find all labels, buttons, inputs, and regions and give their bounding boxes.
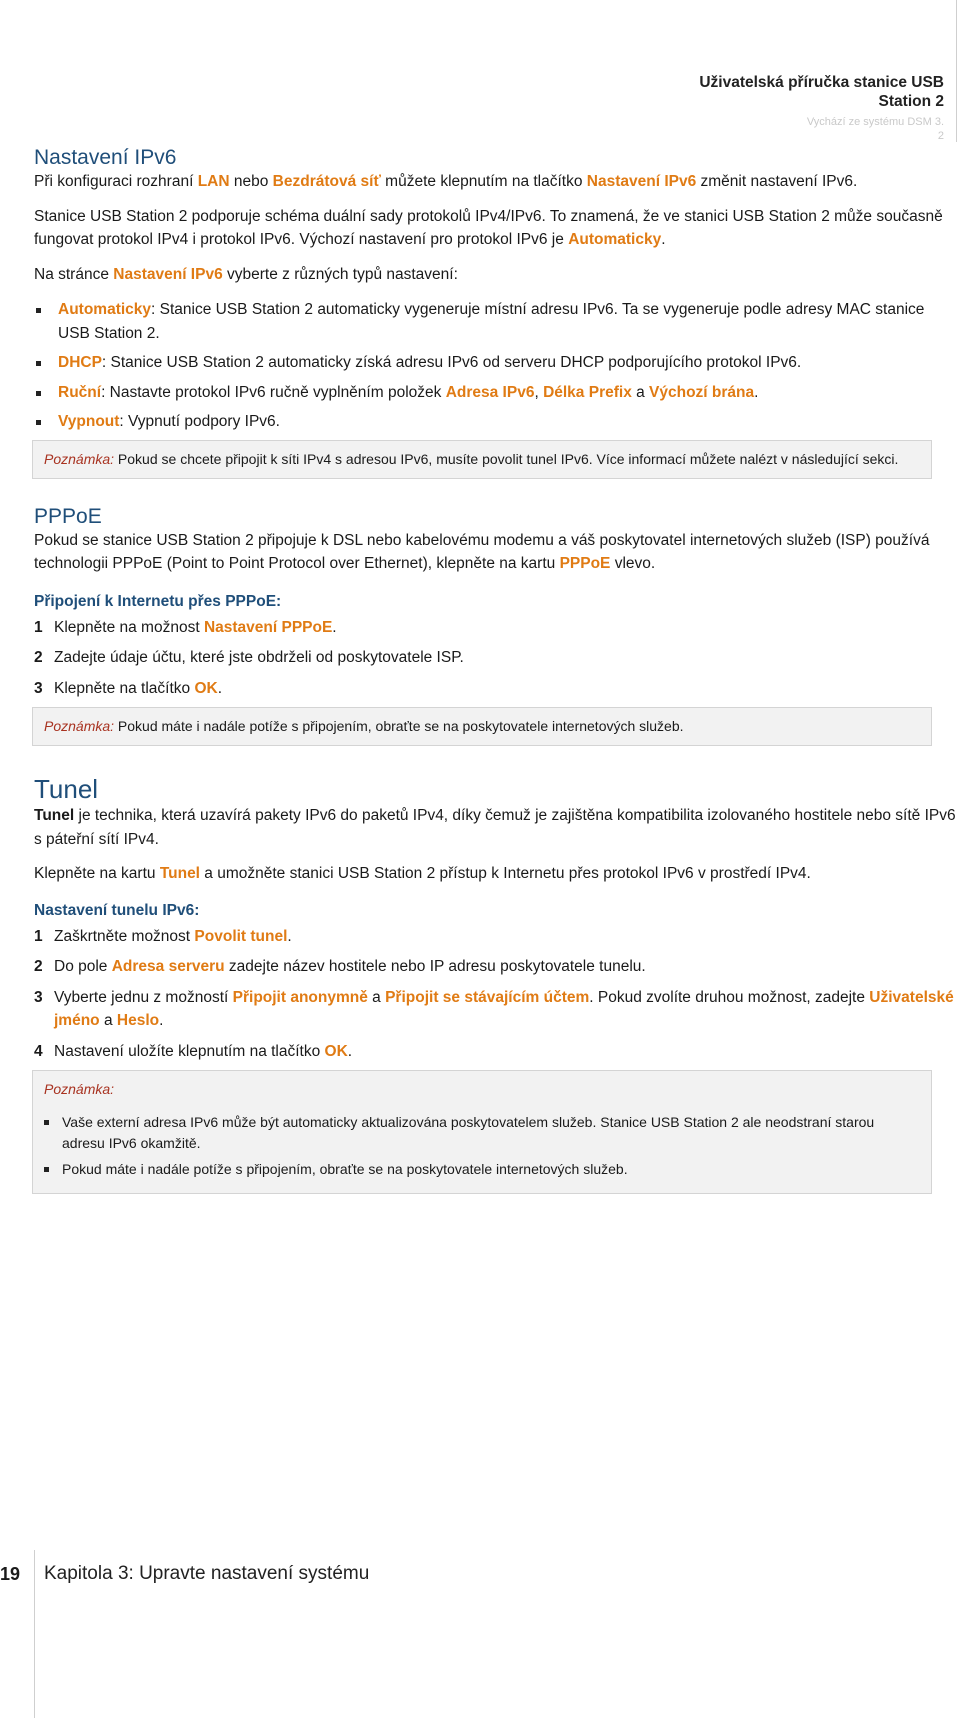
term-wireless: Bezdrátová síť xyxy=(272,173,381,190)
header-subtitle xyxy=(544,115,944,143)
term-ipv6-settings: Nastavení IPv6 xyxy=(586,173,697,190)
header-subtitle-line1: Vychází ze systému DSM 3. xyxy=(806,116,944,128)
page-number: 19 xyxy=(0,1564,21,1584)
tunel-note xyxy=(32,1070,932,1194)
tunel-heading: Tunel xyxy=(34,774,99,804)
list-item: 4 Nastavení uložíte klepnutím na tlačítko OK. xyxy=(34,1042,353,1060)
list-item: 1 Zaškrtněte možnost Povolit tunel. xyxy=(34,927,292,945)
header-subtitle-line2: 2 xyxy=(937,130,944,142)
term-lan: LAN xyxy=(197,173,230,190)
page-content xyxy=(34,146,958,1194)
list-item: Vypnout: Vypnutí podpory IPv6. xyxy=(34,410,958,434)
term-ipv6-settings: Nastavení IPv6 xyxy=(113,265,223,283)
list-item: 2 Zadejte údaje účtu, které jste obdrželi od poskytovatele ISP. xyxy=(34,649,464,666)
list-item: 3 Vyberte jednu z možností Připojit anonymně a Připojit se stávajícím účtem. Pokud zvolíte druhou možnost, zadejte Uživatelské jméno a Heslo. xyxy=(34,988,954,1029)
pppoe-steps xyxy=(34,616,958,701)
list-item: 3 Klepněte na tlačítko OK. xyxy=(34,679,223,697)
ipv6-heading: Nastavení IPv6 xyxy=(34,146,177,169)
footer-rule xyxy=(34,1550,35,1718)
page-header xyxy=(544,73,944,143)
header-title-line2: Station 2 xyxy=(878,93,944,110)
header-rule xyxy=(956,0,957,142)
ipv6-options-list xyxy=(34,298,958,434)
pppoe-note: Poznámka: Pokud máte i nadále potíže s připojením, obraťte se na poskytovatele internetových služeb. xyxy=(32,707,932,746)
ipv6-note: Poznámka: Pokud se chcete připojit k síti IPv4 s adresou IPv6, musíte povolit tunel IPv6. Více informací můžete nalézt v následující sekci. xyxy=(32,440,932,479)
ipv6-intro: Při konfiguraci rozhraní LAN nebo Bezdrátová síť můžete klepnutím na tlačítko Nastavení IPv6 změnit nastavení IPv6. xyxy=(34,173,858,190)
list-item: DHCP: Stanice USB Station 2 automaticky získá adresu IPv6 od serveru DHCP podporujícího protokol IPv6. xyxy=(34,351,958,375)
pppoe-heading: PPPoE xyxy=(34,504,102,528)
tunel-steps xyxy=(34,925,958,1064)
note-label: Poznámka: xyxy=(44,718,115,734)
chapter-title: Kapitola 3: Upravte nastavení systému xyxy=(44,1563,370,1584)
note-label: Poznámka: xyxy=(44,1081,115,1097)
tunel-note-list xyxy=(44,1112,920,1180)
pppoe-intro: Pokud se stanice USB Station 2 připojuje k DSL nebo kabelovému modemu a váš poskytovatel internetových služeb (ISP) používá technologii PPPoE (Point to Point Protocol over Ethernet), klepněte na kartu PPPoE vlevo. xyxy=(34,531,930,572)
list-item: 2 Do pole Adresa serveru zadejte název hostitele nebo IP adresu poskytovatele tunelu. xyxy=(34,958,646,975)
list-item: Automaticky: Stanice USB Station 2 automaticky vygeneruje místní adresu IPv6. Ta se vygeneruje podle adresy MAC stanice USB Station 2. xyxy=(34,298,958,345)
pppoe-subheading: Připojení k Internetu přes PPPoE: xyxy=(34,592,282,610)
tunel-subheading: Nastavení tunelu IPv6: xyxy=(34,901,200,919)
list-item: Ruční: Nastavte protokol IPv6 ručně vyplněním položek Adresa IPv6, Délka Prefix a Výchozí brána. xyxy=(34,381,958,405)
ipv6-dual-stack: Stanice USB Station 2 podporuje schéma duální sady protokolů IPv4/IPv6. To znamená, že ve stanici USB Station 2 může současně fungovat protokol IPv4 i protokol IPv6. Výchozí nastavení pro protokol IPv6 je Automaticky. xyxy=(34,207,943,248)
list-item: Vaše externí adresa IPv6 může být automaticky aktualizována poskytovatelem služeb. Stanice USB Station 2 ale neodstraní starou adresu IPv6 okamžitě. xyxy=(44,1112,920,1154)
tunel-tab-info: Klepněte na kartu Tunel a umožněte stanici USB Station 2 přístup k Internetu přes protokol IPv6 v prostředí IPv4. xyxy=(34,865,811,882)
header-title-line1: Uživatelská příručka stanice USB xyxy=(699,74,944,91)
note-label: Poznámka: xyxy=(44,450,115,467)
list-item: Pokud máte i nadále potíže s připojením, obraťte se na poskytovatele internetových služeb. xyxy=(44,1159,920,1180)
tunel-intro: Tunel je technika, která uzavírá pakety IPv6 do paketů IPv4, díky čemuž je zajištěna kompatibilita izolovaného hostitele nebo sítě IPv6 s páteřní sítí IPv4. xyxy=(34,807,956,848)
ipv6-choose: Na stránce Nastavení IPv6 vyberte z různých typů nastavení: xyxy=(34,265,458,283)
list-item: 1 Klepněte na možnost Nastavení PPPoE. xyxy=(34,618,337,636)
term-automatic: Automaticky xyxy=(568,231,662,248)
term-pppoe: PPPoE xyxy=(559,555,611,572)
header-title xyxy=(544,73,944,111)
